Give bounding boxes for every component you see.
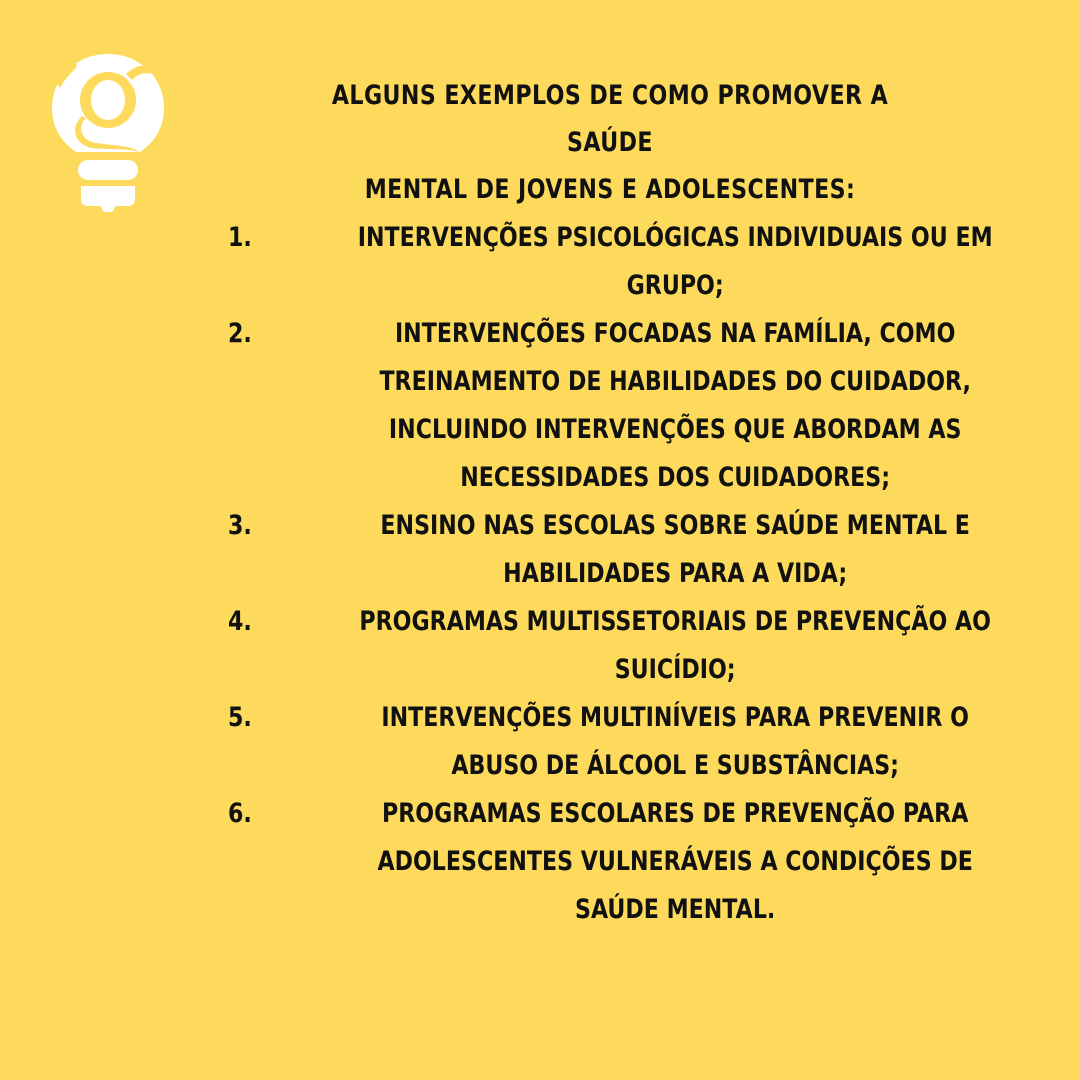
- item-text: [301, 598, 1010, 694]
- item-line: INTERVENÇÕES FOCADAS NA FAMÍLIA, COMO: [394, 318, 956, 349]
- item-text: [301, 502, 1010, 598]
- item-line: SUICÍDIO;: [614, 654, 736, 685]
- item-line: TREINAMENTO DE HABILIDADES DO CUIDADOR,: [379, 366, 971, 397]
- item-line: ADOLESCENTES VULNERÁVEIS A CONDIÇÕES DE: [377, 846, 973, 877]
- item-line: NECESSIDADES DOS CUIDADORES;: [460, 462, 891, 493]
- item-number: 2.: [228, 318, 252, 349]
- item-line: HABILIDADES PARA A VIDA;: [503, 558, 848, 589]
- item-text: [301, 694, 1010, 790]
- list-item: [228, 790, 998, 934]
- item-text: [301, 310, 1010, 502]
- item-line: INTERVENÇÕES MULTINÍVEIS PARA PREVENIR O: [381, 702, 969, 733]
- item-text: [301, 214, 1010, 310]
- list-item: [228, 598, 998, 694]
- list-item: [228, 694, 998, 790]
- list-item: [228, 310, 998, 502]
- item-line: ABUSO DE ÁLCOOL E SUBSTÂNCIAS;: [451, 750, 900, 781]
- item-line: INTERVENÇÕES PSICOLÓGICAS INDIVIDUAIS OU EM: [357, 222, 993, 253]
- item-line: ENSINO NAS ESCOLAS SOBRE SAÚDE MENTAL E: [380, 510, 970, 541]
- heading-line-2: MENTAL DE JOVENS E ADOLESCENTES:: [364, 174, 856, 205]
- item-number: 3.: [228, 510, 252, 541]
- item-line: PROGRAMAS MULTISSETORIAIS DE PREVENÇÃO AO: [359, 606, 991, 637]
- item-line: INCLUINDO INTERVENÇÕES QUE ABORDAM AS: [388, 414, 962, 445]
- item-text: [301, 790, 1010, 934]
- item-line: GRUPO;: [626, 270, 724, 301]
- item-number: 6.: [228, 798, 252, 829]
- examples-list: [228, 214, 998, 934]
- item-number: 5.: [228, 702, 252, 733]
- item-line: SAÚDE MENTAL.: [575, 894, 776, 925]
- heading-line-1: ALGUNS EXEMPLOS DE COMO PROMOVER A SAÚDE: [331, 80, 889, 158]
- page-heading: [298, 72, 921, 213]
- item-line: PROGRAMAS ESCOLARES DE PREVENÇÃO PARA: [382, 798, 969, 829]
- lightbulb-g-logo-icon: [48, 52, 168, 217]
- list-item: [228, 502, 998, 598]
- item-number: 1.: [228, 222, 252, 253]
- list-item: [228, 214, 998, 310]
- item-number: 4.: [228, 606, 252, 637]
